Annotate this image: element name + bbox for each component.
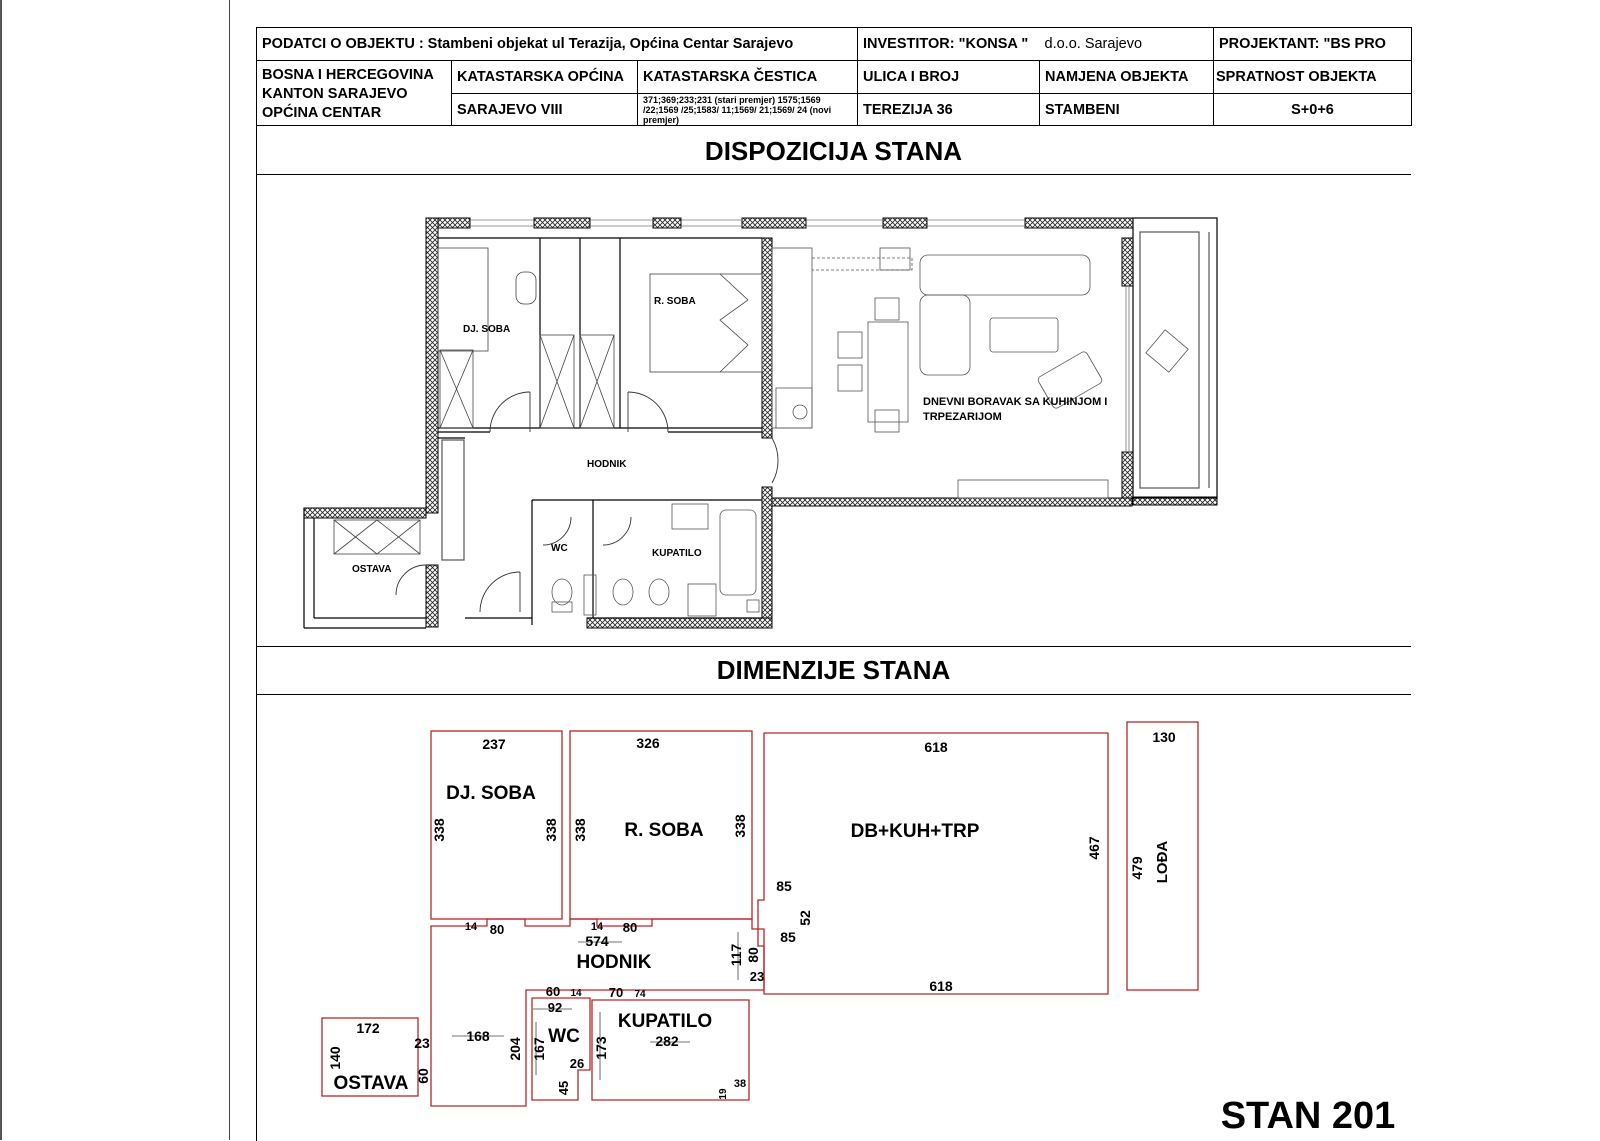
dim-wc-top: 60 xyxy=(545,984,561,999)
dim-hall-length: 574 xyxy=(585,933,609,949)
cadastral-parcel-label: KATASTARSKA ČESTICA xyxy=(638,61,858,94)
dim-living-width-bottom: 618 xyxy=(929,978,953,994)
street-value: TEREZIJA 36 xyxy=(858,94,1040,126)
plan-label-wc: WC xyxy=(551,543,568,554)
object-data: PODATCI O OBJEKTU : Stambeni objekat ul Terazija, Općina Centar Sarajevo xyxy=(257,28,858,61)
dim-bath-corner-1: 19 xyxy=(718,1088,729,1100)
bathroom-fixtures xyxy=(552,504,759,616)
dim-wc-inner: 26 xyxy=(569,1056,585,1071)
plan-label-storage: OSTAVA xyxy=(352,564,392,575)
cadastral-parcel-value: 371;369;233;231 (stari premjer) 1575;1569 /22;1569 /25;1583/ 11;1569/ 21;1569/ 24 (novi premjer) xyxy=(638,94,858,126)
dim-hall-lower-height: 204 xyxy=(507,1037,523,1061)
floors-label: SPRATNOST OBJEKTA xyxy=(1214,61,1412,94)
dimension-outlines xyxy=(322,722,1198,1106)
dim-kids-height-right: 338 xyxy=(543,818,559,842)
investor-company: d.o.o. Sarajevo xyxy=(1040,28,1214,61)
dim-living-width-top: 618 xyxy=(924,739,948,755)
dim-living-height: 467 xyxy=(1086,836,1102,860)
dim-bath-side: 74 xyxy=(634,989,646,1000)
unit-label: STAN 201 xyxy=(1220,1095,1396,1137)
dim-living-step-c: 85 xyxy=(780,929,796,945)
location-country: BOSNA I HERCEGOVINA xyxy=(262,66,434,83)
loggia-outline xyxy=(1133,218,1217,498)
dim-name-wc: WC xyxy=(548,1026,580,1047)
dim-door-a: 14 xyxy=(464,921,478,933)
dim-loggia-height: 479 xyxy=(1129,856,1145,880)
plan-label-living-2: TRPEZARIJOM xyxy=(923,411,1002,423)
dim-bath-height: 173 xyxy=(593,1036,609,1060)
purpose-value: STAMBENI xyxy=(1040,94,1214,126)
dim-wc-width: 92 xyxy=(547,1000,563,1015)
dim-door-a-width: 80 xyxy=(489,922,505,937)
exterior-walls xyxy=(304,218,1217,628)
outline-living xyxy=(758,733,1108,994)
dim-name-bathroom: KUPATILO xyxy=(617,1011,713,1032)
dim-wc-height: 167 xyxy=(531,1037,547,1061)
location-municipality: OPĆINA CENTAR xyxy=(262,104,382,121)
cadastral-municipality-value: SARAJEVO VIII xyxy=(452,94,638,126)
investor-label: INVESTITOR: "KONSA " xyxy=(858,28,1040,61)
dim-name-kids-room: DJ. SOBA xyxy=(446,783,536,804)
plan-room-labels xyxy=(352,296,1107,575)
dim-bath-width: 282 xyxy=(655,1033,679,1049)
dim-name-storage: OSTAVA xyxy=(333,1073,409,1094)
plan-label-kids-room: DJ. SOBA xyxy=(463,324,511,335)
dim-bath-top: 70 xyxy=(608,985,624,1000)
wardrobes xyxy=(334,335,614,554)
dim-living-step-a: 85 xyxy=(776,878,792,894)
plan-label-hallway: HODNIK xyxy=(587,459,627,470)
plan-label-living-1: DNEVNI BORAVAK SA KUHINJOM I xyxy=(923,396,1108,408)
purpose-label: NAMJENA OBJEKTA xyxy=(1040,61,1214,94)
dim-storage-side: 23 xyxy=(414,1035,430,1051)
dim-parents-height-left: 338 xyxy=(572,818,588,842)
dim-name-hallway: HODNIK xyxy=(576,952,652,973)
dim-storage-width: 172 xyxy=(356,1020,380,1036)
plan-label-parents-room: R. SOBA xyxy=(654,296,696,307)
dim-kids-width: 237 xyxy=(482,736,506,752)
dim-hall-height-3: 23 xyxy=(749,969,765,984)
dim-hall-height-2: 80 xyxy=(745,947,761,963)
plan-label-bathroom: KUPATILO xyxy=(652,548,702,559)
designer-label: PROJEKTANT: "BS PRO xyxy=(1214,28,1412,61)
layout-title: DISPOZICIJA STANA xyxy=(256,128,1411,175)
floor-plan xyxy=(304,218,1217,628)
dim-hall-lower-width: 168 xyxy=(466,1028,490,1044)
floors-value: S+0+6 xyxy=(1214,94,1412,126)
dim-storage-height: 140 xyxy=(327,1046,343,1070)
dim-wc-bottom: 45 xyxy=(556,1080,571,1096)
dim-kids-height-left: 338 xyxy=(431,818,447,842)
dim-name-parents-room: R. SOBA xyxy=(624,820,704,841)
dimensions-title: DIMENZIJE STANA xyxy=(256,646,1411,695)
location-canton: KANTON SARAJEVO xyxy=(262,85,408,102)
dim-parents-height-right: 338 xyxy=(732,814,748,838)
dim-storage-door: 60 xyxy=(415,1068,431,1084)
dim-hall-height-1: 117 xyxy=(728,943,744,967)
dim-living-step-b: 52 xyxy=(797,910,813,926)
dim-loggia-width: 130 xyxy=(1152,729,1176,745)
dim-door-b: 14 xyxy=(590,921,604,933)
dim-wc-side: 14 xyxy=(570,988,582,999)
cadastral-municipality-label: KATASTARSKA OPĆINA xyxy=(452,61,638,94)
dim-door-b-width: 80 xyxy=(622,920,638,935)
dim-name-living: DB+KUH+TRP xyxy=(850,821,980,842)
door-swings xyxy=(396,392,778,612)
dim-name-loggia: LOĐA xyxy=(1154,840,1171,884)
beds xyxy=(438,248,762,372)
dim-parents-width: 326 xyxy=(636,735,660,751)
dim-bath-corner-2: 38 xyxy=(733,1078,747,1090)
street-label: ULICA I BROJ xyxy=(858,61,1040,94)
